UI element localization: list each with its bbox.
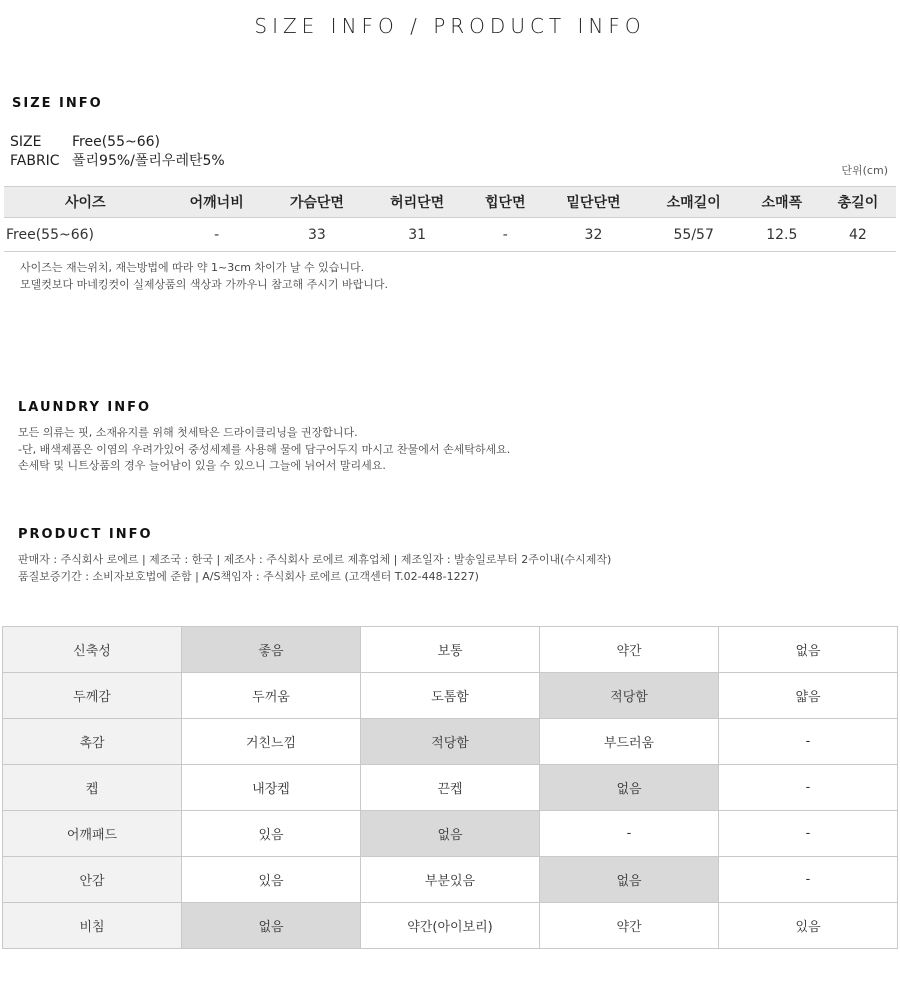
product-line: 판매자 : 주식회사 로에르 | 제조국 : 한국 | 제조사 : 주식회사 로에르 제휴업체 | 제조일자 : 발송일로부터 2주이내(수시제작)	[18, 553, 612, 566]
property-row	[3, 765, 898, 811]
property-option: 보통	[361, 627, 540, 673]
size-note: 모델컷보다 마네킹컷이 실제상품의 색상과 가까우니 참고해 주시기 바랍니다.	[20, 277, 389, 291]
size-col-header: 사이즈	[4, 187, 167, 218]
property-row	[3, 811, 898, 857]
property-option: 거친느낌	[182, 719, 361, 765]
property-option-selected: 없음	[361, 811, 540, 857]
property-option-selected: 적당함	[361, 719, 540, 765]
size-cell: Free(55~66)	[4, 218, 167, 252]
property-option: 있음	[719, 903, 898, 949]
laundry-line: 손세탁 및 니트상품의 경우 늘어남이 있을 수 있으니 그늘에 뉘어서 말리세요.	[18, 459, 386, 472]
property-option: 내장켑	[182, 765, 361, 811]
laundry-info-heading: LAUNDRY INFO	[18, 400, 152, 415]
property-row	[3, 857, 898, 903]
property-option: -	[719, 765, 898, 811]
property-option-selected: 없음	[540, 765, 719, 811]
property-option-selected: 좋음	[182, 627, 361, 673]
size-note: 사이즈는 재는위치, 재는방법에 따라 약 1~3cm 차이가 날 수 있습니다.	[20, 261, 365, 274]
property-option-selected: 적당함	[540, 673, 719, 719]
size-value: Free(55~66)	[72, 134, 160, 150]
property-label: 어깨패드	[3, 811, 182, 857]
laundry-line: -단, 배색제품은 이염의 우려가있어 중성세제를 사용해 물에 담구어두지 마시고 찬물에서 손세탁하세요.	[18, 442, 511, 456]
size-cell: 31	[367, 218, 467, 252]
property-label: 비침	[3, 903, 182, 949]
size-cell: 12.5	[744, 218, 820, 252]
unit-label: 단위(cm)	[841, 164, 888, 177]
property-option: 약간	[540, 903, 719, 949]
property-option: -	[719, 857, 898, 903]
size-table-header	[4, 187, 896, 218]
size-cell: 32	[543, 218, 643, 252]
properties-table	[2, 626, 898, 949]
laundry-notes	[18, 425, 510, 475]
table-row	[4, 218, 896, 252]
size-col-header: 힙단면	[467, 187, 543, 218]
size-notes	[20, 260, 388, 293]
property-option: 부분있음	[361, 857, 540, 903]
size-col-header: 밑단단면	[543, 187, 643, 218]
size-cell: -	[467, 218, 543, 252]
size-col-header: 허리단면	[367, 187, 467, 218]
size-col-header: 소매길이	[644, 187, 744, 218]
property-option: -	[540, 811, 719, 857]
fabric-key: FABRIC	[10, 153, 60, 169]
property-row	[3, 903, 898, 949]
property-option-selected: 없음	[182, 903, 361, 949]
size-table	[4, 186, 896, 252]
size-key: SIZE	[10, 134, 42, 150]
property-label: 신축성	[3, 627, 182, 673]
property-option: -	[719, 719, 898, 765]
property-option: 있음	[182, 857, 361, 903]
property-option-selected: 없음	[540, 857, 719, 903]
size-info-heading: SIZE INFO	[12, 96, 103, 111]
property-option: 끈켑	[361, 765, 540, 811]
property-row	[3, 673, 898, 719]
property-option: 있음	[182, 811, 361, 857]
property-row	[3, 719, 898, 765]
size-col-header: 총길이	[820, 187, 896, 218]
property-option: 두꺼움	[182, 673, 361, 719]
property-option: 약간	[540, 627, 719, 673]
product-notes	[18, 552, 611, 585]
property-label: 촉감	[3, 719, 182, 765]
property-label: 두께감	[3, 673, 182, 719]
property-option: 얇음	[719, 673, 898, 719]
size-row	[10, 134, 160, 150]
property-option: 약간(아이보리)	[361, 903, 540, 949]
page-title: SIZE INFO / PRODUCT INFO	[254, 14, 646, 38]
property-option: 부드러움	[540, 719, 719, 765]
product-line: 품질보증기간 : 소비자보호법에 준함 | A/S책임자 : 주식회사 로에르 (고객센터 T.02-448-1227)	[18, 569, 479, 583]
size-col-header: 가슴단면	[267, 187, 367, 218]
property-option: 도톰함	[361, 673, 540, 719]
property-option: -	[719, 811, 898, 857]
property-label: 안감	[3, 857, 182, 903]
laundry-line: 모든 의류는 핏, 소재유지를 위해 첫세탁은 드라이클리닝을 권장합니다.	[18, 426, 358, 439]
size-cell: 55/57	[644, 218, 744, 252]
size-cell: 42	[820, 218, 896, 252]
size-col-header: 어깨너비	[167, 187, 267, 218]
property-label: 켑	[3, 765, 182, 811]
product-info-heading: PRODUCT INFO	[18, 527, 153, 542]
property-row	[3, 627, 898, 673]
fabric-value: 폴리95%/폴리우레탄5%	[72, 153, 225, 169]
fabric-row	[10, 150, 225, 170]
size-cell: 33	[267, 218, 367, 252]
property-option: 없음	[719, 627, 898, 673]
size-cell: -	[167, 218, 267, 252]
size-col-header: 소매폭	[744, 187, 820, 218]
